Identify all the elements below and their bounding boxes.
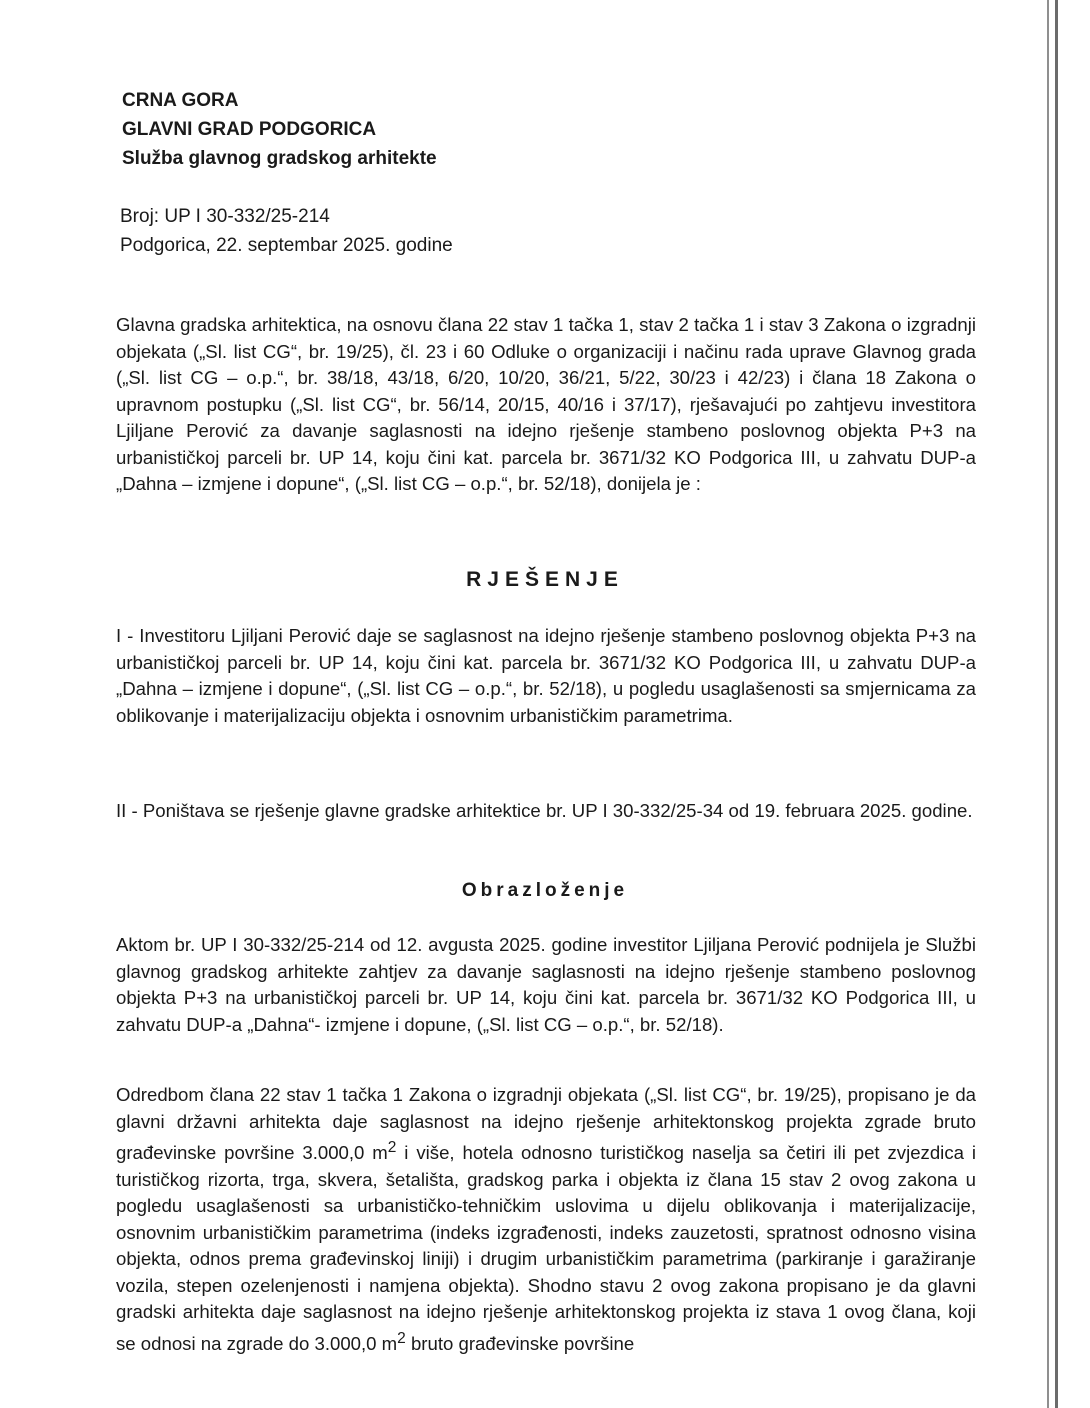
decision-item-2: II - Poništava se rješenje glavne gradske arhitektice br. UP I 30-332/25-34 od 19. februara 2025. godine. — [116, 800, 973, 821]
header-city: GLAVNI GRAD PODGORICA — [122, 119, 377, 140]
superscript: 2 — [387, 1139, 397, 1156]
document-place-date: Podgorica, 22. septembar 2025. godine — [120, 235, 453, 256]
header-country: CRNA GORA — [122, 90, 239, 111]
reasoning-text: i više, hotela odnosno turističkog naselja sa četiri ili pet zvjezdica i turističkog rizorta, trga, skvera, šetališta, gradskog parka i objekta iz člana 15 stav 2 ovog zakona u pogledu usaglašenosti sa urbanističko-tehničkim uslovima u dijelu oblikovanja i materijalizacije, osnovnim urbanističkim parametrima (indeks izgrađenosti, indeks zauzetosti, spratnost odnosno visina objekta, odnos prema građevinskoj liniji) i drugim urbanističkim parametrima (parkiranje i garažiranje vozila, stepen ozelenjenosti i namjena objekta). Shodno stavu 2 ovog zakona propisano je da glavni gradski arhitekta daje saglasnost na idejno rješenje arhitektonskog projekta iz stava 1 ovog člana, koji se odnosi na zgrade do 3.000,0 m — [116, 1142, 976, 1354]
reasoning-title: Obrazloženje — [461, 880, 629, 901]
issuer-header — [122, 86, 437, 173]
decision-title: RJEŠENJE — [466, 568, 624, 591]
superscript: 2 — [397, 1329, 406, 1347]
document-number: Broj: UP I 30-332/25-214 — [120, 206, 330, 227]
scan-edge-line — [1055, 0, 1058, 1408]
reasoning-text: Odredbom člana 22 stav 1 tačka 1 Zakona o izgradnji objekata („Sl. list CG“, br. 19/25), propisano je da glavni državni arhitekta daje saglasnost na idejno rješenje arhitektonskog projekta zgrade bruto građevinske površine 3.000,0 m — [116, 1084, 976, 1164]
scan-edge-line — [1047, 0, 1049, 1408]
header-office: Služba glavnog gradskog arhitekte — [122, 148, 437, 169]
document-meta — [120, 202, 453, 260]
reasoning-paragraph-1: Aktom br. UP I 30-332/25-214 od 12. avgusta 2025. godine investitor Ljiljana Perović podnijela je Službi glavnog gradskog arhitekte zahtjev za davanje saglasnosti na idejno rješenje stambeno poslovnog objekta P+3 na urbanističkoj parceli br. UP 14, koju čini kat. parcela br. 3671/32 KO Podgorica III, u zahvatu DUP-a „Dahna“- izmjene i dopune, („Sl. list CG – o.p.“, br. 52/18). — [116, 934, 976, 1035]
reasoning-text: bruto građevinske površine — [405, 1332, 635, 1354]
intro-paragraph: Glavna gradska arhitektica, na osnovu člana 22 stav 1 tačka 1, stav 2 tačka 1 i stav 3 Zakona o izgradnji objekata („Sl. list CG“, br. 19/25), čl. 23 i 60 Odluke o organizaciji i načinu rada uprave Glavnog grada („Sl. list CG – o.p.“, br. 38/18, 43/18, 6/20, 10/20, 36/21, 5/22, 30/23 i 42/23) i člana 18 Zakona o upravnom postupku („Sl. list CG“, br. 56/14, 20/15, 40/16 i 37/17), rješavajući po zahtjevu investitora Ljiljane Perović za davanje saglasnosti na idejno rješenje stambeno poslovnog objekta P+3 na urbanističkoj parceli br. UP 14, koju čini kat. parcela br. 3671/32 KO Podgorica III, u zahvatu DUP-a „Dahna – izmjene i dopune“, („Sl. list CG – o.p.“, br. 52/18), donijela je : — [116, 314, 976, 494]
reasoning-paragraph-2 — [116, 1082, 976, 1400]
decision-item-1: I - Investitoru Ljiljani Perović daje se saglasnost na idejno rješenje stambeno poslovnog objekta P+3 na urbanističkoj parceli br. UP 14, koju čini kat. parcela br. 3671/32 KO Podgorica III, u zahvatu DUP-a „Dahna – izmjene i dopune“, („Sl. list CG – o.p.“, br. 52/18), u pogledu usaglašenosti sa smjernicama za oblikovanje i materijalizaciju objekta i osnovnim urbanističkim parametrima. — [116, 625, 976, 726]
